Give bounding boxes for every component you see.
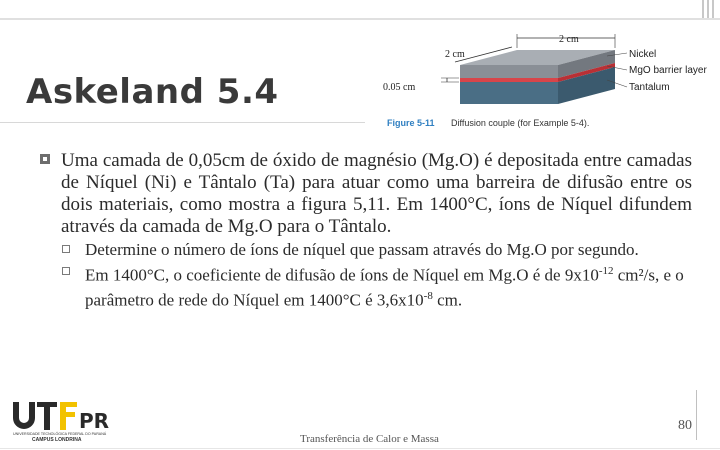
diffusion-couple-figure	[375, 20, 720, 133]
slide-content	[40, 150, 692, 310]
footer-text: Transferência de Calor e Massa	[300, 433, 439, 445]
footer-divider	[696, 390, 697, 440]
logo-line1: UNIVERSIDADE TECNOLÓGICA FEDERAL DO PARANÁ	[13, 432, 107, 436]
page-number: 80	[678, 418, 692, 433]
sub-bullet: Em 1400°C, o coeficiente de difusão de íons de Níquel em Mg.O é de $9x10^{-12}$ cm²/s, e o parâmetro de rede do Níquel em 1400°C é $3,6x10^{-8}$ cm.	[40, 261, 692, 310]
sub-bullet-text: Determine o número de íons de níquel que passam através do Mg.O por segundo.	[85, 240, 639, 259]
dim-thickness-label: 0.05 cm	[383, 82, 416, 93]
title-rule	[0, 122, 365, 123]
paragraph-text: Uma camada de 0,05cm de óxido de magnésio (Mg.O) é depositada entre camadas de Níquel (Ni) e Tântalo (Ta) para atuar como uma barreira de difusão entre os dois materiais, como mostra a figura 5,11. Em 1400°C, íons de Níquel difundem através da camada de Mg.O para o Tântalo.	[61, 150, 692, 237]
bullet-square-icon	[40, 154, 50, 164]
svg-text:PR: PR	[79, 409, 110, 433]
mgo-layer	[460, 78, 558, 82]
footer-rule	[0, 448, 720, 449]
utfpr-logo	[12, 400, 122, 444]
sub-bullet-square-icon	[62, 267, 70, 275]
label-nickel: Nickel	[629, 49, 657, 60]
tantalum-layer	[460, 82, 558, 104]
caption-number: Figure 5-11	[387, 118, 435, 128]
corner-decoration	[700, 0, 718, 18]
label-tantalum: Tantalum	[629, 82, 670, 93]
nickel-layer	[460, 65, 558, 78]
dim-top-label: 2 cm	[559, 34, 579, 45]
sub-bullet	[40, 239, 692, 260]
dim-left-label: 2 cm	[445, 49, 465, 60]
sub-bullet-square-icon	[62, 245, 70, 253]
caption-text: Diffusion couple (for Example 5-4).	[451, 118, 590, 128]
slide-title: Askeland 5.4	[26, 72, 279, 112]
main-paragraph	[40, 150, 692, 238]
label-mgo: MgO barrier layer	[629, 65, 707, 76]
logo-line2: CAMPUS LONDRINA	[32, 437, 82, 443]
